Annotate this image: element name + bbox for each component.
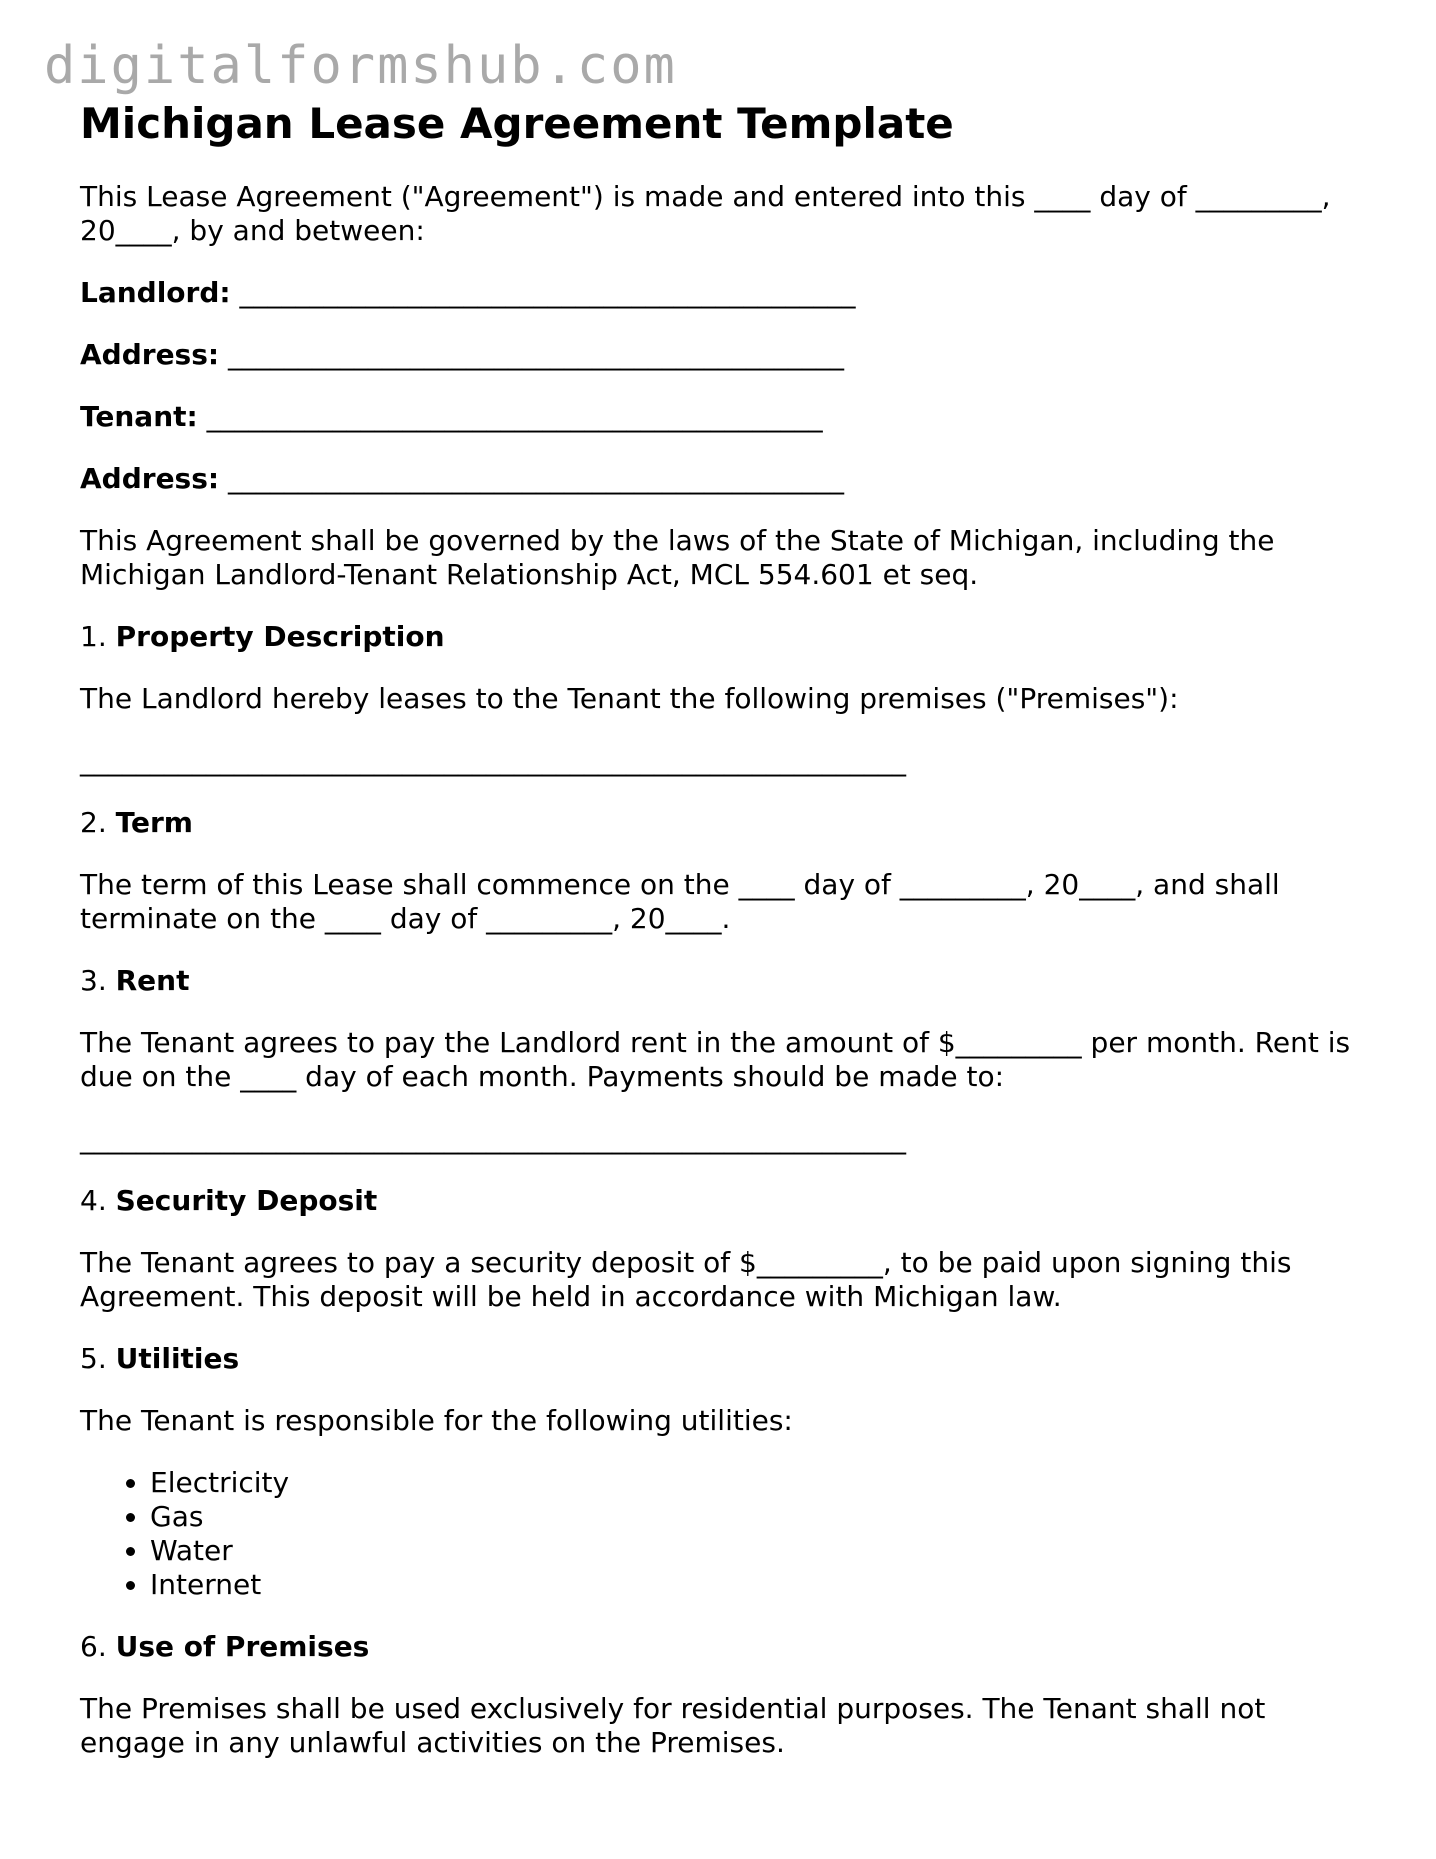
tenant-address-label: Address: — [80, 462, 220, 495]
utilities-paragraph: The Tenant is responsible for the following utilities: — [80, 1404, 793, 1437]
section-number: 3. — [80, 964, 107, 997]
landlord-field — [80, 276, 1370, 310]
list-item: • Electricity — [150, 1466, 1370, 1500]
section-title: Rent — [115, 964, 190, 997]
property-paragraph: The Landlord hereby leases to the Tenant the following premises ("Premises"): — [80, 682, 1179, 715]
tenant-blank: ____________________________________________ — [206, 400, 823, 433]
utilities-list — [80, 1466, 1370, 1602]
section-number: 1. — [80, 620, 107, 653]
section-number: 2. — [80, 806, 107, 839]
list-item: • Water — [150, 1534, 1370, 1568]
section-title: Property Description — [115, 620, 445, 653]
tenant-field — [80, 400, 1370, 434]
intro-paragraph: This Lease Agreement ("Agreement") is made and entered into this ____ day of _________, 20____, by and between: — [80, 180, 1331, 247]
list-item: • Gas — [150, 1500, 1370, 1534]
rent-blank-line: ___________________________________________________________ — [80, 1122, 906, 1155]
section-title: Term — [115, 806, 193, 839]
use-paragraph: The Premises shall be used exclusively for residential purposes. The Tenant shall not engage in any unlawful activities on the Premises. — [80, 1692, 1266, 1759]
section-heading-term — [80, 806, 1370, 840]
section-number: 5. — [80, 1342, 107, 1375]
section-heading-deposit — [80, 1184, 1370, 1218]
section-number: 6. — [80, 1630, 107, 1663]
section-title: Utilities — [115, 1342, 240, 1375]
deposit-paragraph: The Tenant agrees to pay a security deposit of $_________, to be paid upon signing this Agreement. This deposit will be held in accordance with Michigan law. — [80, 1246, 1292, 1313]
tenant-address-blank: ____________________________________________ — [228, 462, 844, 495]
section-heading-use — [80, 1630, 1370, 1664]
tenant-address-field — [80, 462, 1370, 496]
section-heading-property — [80, 620, 1370, 654]
section-heading-rent — [80, 964, 1370, 998]
watermark: digitalformshub.com — [44, 36, 677, 96]
property-blank-line: ___________________________________________________________ — [80, 744, 906, 777]
landlord-address-field — [80, 338, 1370, 372]
governing-law-paragraph: This Agreement shall be governed by the laws of the State of Michigan, including the Michigan Landlord-Tenant Relationship Act, MCL 554.601 et seq. — [80, 524, 1275, 591]
section-title: Use of Premises — [115, 1630, 370, 1663]
section-title: Security Deposit — [115, 1184, 378, 1217]
document-title: Michigan Lease Agreement Template — [80, 99, 954, 148]
term-paragraph: The term of this Lease shall commence on the ____ day of _________, 20____, and shall terminate on the ____ day of _________, 20____. — [80, 868, 1280, 935]
landlord-address-label: Address: — [80, 338, 220, 371]
tenant-label: Tenant: — [80, 400, 198, 433]
landlord-label: Landlord: — [80, 276, 231, 309]
rent-paragraph: The Tenant agrees to pay the Landlord rent in the amount of $_________ per month. Rent is due on the ____ day of each month. Payments should be made to: — [80, 1026, 1351, 1093]
landlord-blank: ____________________________________________ — [239, 276, 856, 309]
landlord-address-blank: ____________________________________________ — [228, 338, 844, 371]
list-item: • Internet — [150, 1568, 1370, 1602]
section-number: 4. — [80, 1184, 107, 1217]
section-heading-utilities — [80, 1342, 1370, 1376]
document-body — [80, 98, 1370, 1788]
